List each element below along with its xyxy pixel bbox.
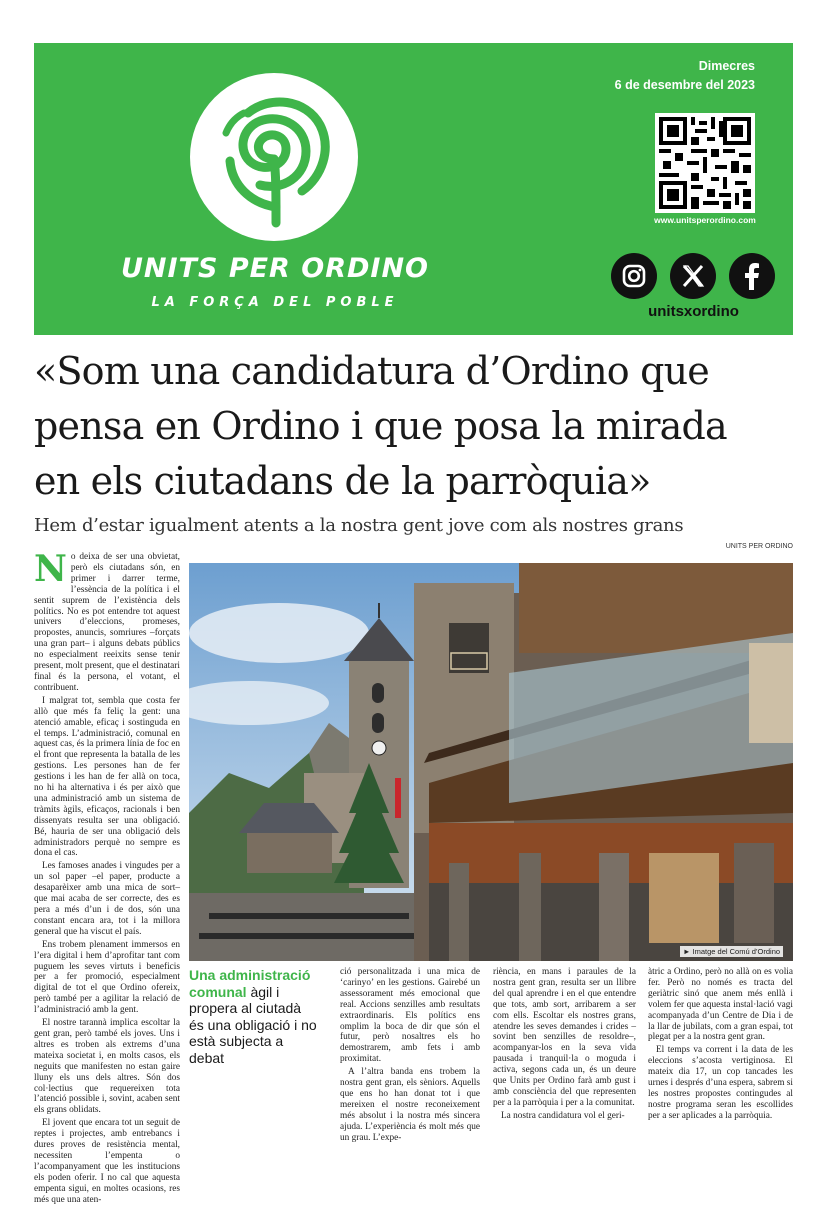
facebook-icon[interactable] [729, 253, 775, 299]
paragraph: A l’altra banda ens trobem la nostra gent gran, els sèniors. Aquells que ens ho han donat tot i que mereixen el nostre reconeixement més absolut i la nostra més sincera ajuda. L’experiència és molt més que un grau. L’expe- [340, 1067, 480, 1143]
weekday: Dimecres [698, 59, 755, 73]
pull-quote-text: àgil i propera al ciutadà és una obligació i no està subjecta a debat [189, 983, 317, 1066]
social-icons [611, 253, 776, 301]
social-handle[interactable]: unitsxordino [648, 303, 739, 320]
paragraph: ció personalitzada i una mica de ‘carinyo’ en les gestions. Gairebé un assessorament més emocional que real. Accions senzilles amb resultats extraordinaris. Els polítics ens omplim la boca de dir que són el futur, però nosaltres els ho demostrarem, amb fets i amb proximitat. [340, 967, 480, 1065]
paragraph: No deixa de ser una obvietat, però els ciutadans són, en primer i darrer terme, l’essència de la política i el sentit suprem de l’existència dels polítics. No es pot entendre tot aquest univers d’eleccions, promeses, propostes, anuncis, somriures –forçats una gran part– i alguns debats públics no especialment reeixits sense tenir present, molt present, que el destinatari final és la persona, el votant, el contribuent. [34, 548, 180, 693]
paragraph: riència, en mans i paraules de la nostra gent gran, resulta ser un llibre del qual aprendre i en el que entendre que tots, amb sort, arribarem a ser com ells. Escoltar els nostres grans, atendre les seves demandes i crides –sovint ben senzilles de resoldre–, acompanyar-los en la seva vida pausada i tranquil·la o moguda i activa, segons cada un, és un deure que Units per Ordino farà amb gust i amb consciència del que representen per a la parròquia i per a la comunitat. [493, 967, 636, 1108]
paragraph: El temps va corrent i la data de les eleccions s’acosta vertiginosa. El mateix dia 17, un cop tancades les urnes i després d’una espera, sabrem si les nostres propostes contingudes al nostre programa seran les escollides per a ser aplicades a la parròquia. [648, 1045, 793, 1121]
qr-code-icon [655, 113, 755, 213]
logo-subtitle: LA FORÇA DEL POBLE [151, 295, 399, 310]
paragraph: Les famoses anades i vingudes per a un sol paper –el paper, producte a desaparèixer amb una mica de sort– que mai acaba de ser correcte, des es pera a més d’un i de dos, són una constant encara ara, tot i la millora general que ha viscut el país. [34, 861, 180, 937]
paragraph: El nostre tarannà implica escoltar la gent gran, però també els joves. Uns i altres es troben als extrems d’una mateixa societat i, en molts casos, els neguits que manifesten no estan gaire lluny els uns dels altres. Són dos col·lectius que requereixen tota l’atenció possible i, sovint, acaben sent els grans oblidats. [34, 1018, 180, 1116]
qr-code[interactable] [655, 113, 755, 213]
paragraph: I malgrat tot, sembla que costa fer allò que més fa feliç la gent: una atenció amable, eficaç i sostinguda en el temps. L’administració, comunal en aquest cas, és la primera línia de foc en el front que representa la batalla de les gestions. Les persones han de fer gestions i les han de fer allà on toca, no hi ha alternativa i és per això que una administració amb un sistema de tràmits àgils, eficaços, racionals i ben dissenyats resulta ser una obligació. Bé, hauria de ser una obligació dels administradors perquè no sempre es dona el cas. [34, 695, 180, 859]
paragraph: àtric a Ordino, però no allà on es volia fer. Però no només es tracta del geriàtric sinó que anem més enllà i volem fer que aquesta instal·lació vagi acompanyada d’un Centre de Dia i de la llar de jubilats, com a gran espai, tot plegat per a la nostra gent gran. [648, 967, 793, 1043]
photo-caption: ► Imatge del Comú d’Ordino [680, 946, 783, 957]
headline-line-1: «Som una candidatura d’Ordino que [34, 349, 709, 393]
article-column-3 [493, 967, 636, 1124]
photo-illustration [189, 563, 793, 961]
masthead-banner [34, 43, 793, 335]
headline [34, 344, 804, 509]
ordino-town-photo [189, 563, 793, 961]
article-column-1 [34, 548, 180, 1207]
spiral-flower-icon [190, 73, 358, 241]
byline: UNITS PER ORDINO [725, 543, 793, 550]
drop-cap: N [34, 548, 67, 590]
pull-quote [189, 967, 319, 1066]
subheadline: Hem d’estar igualment atents a la nostra gent jove com als nostres grans [34, 515, 684, 536]
headline-line-2: pensa en Ordino i que posa la mirada [34, 404, 727, 448]
date-text: 6 de desembre del 2023 [614, 78, 755, 92]
x-icon[interactable] [670, 253, 716, 299]
paragraph: La nostra candidatura vol el geri- [501, 1110, 625, 1121]
website-url[interactable]: www.unitsperordino.com [654, 215, 756, 225]
logo-title: UNITS PER ORDINO [120, 253, 429, 284]
headline-line-3: en els ciutadans de la parròquia» [34, 459, 651, 503]
pull-quote-highlight: Una administració comunal [189, 967, 311, 1000]
article-column-2 [340, 967, 480, 1146]
instagram-icon[interactable] [611, 253, 657, 299]
logo-emblem [190, 73, 358, 241]
article-column-4 [648, 967, 793, 1124]
issue-date [615, 57, 755, 95]
paragraph: Ens trobem plenament immersos en l’era digital i hem d’aprofitar tant com puguem les seves virtuts i beneficis per a fer promoció, especialment digital de tot el que Ordino ofereix, però també per a agilitar la relació de l’administració amb la gent. [34, 939, 180, 1016]
paragraph: El jovent que encara tot un seguit de reptes i projectes, amb entrebancs i dures proves de resistència mental, necessiten l’empenta o l’acompanyament que les institucions els poden oferir. I no cal que aquesta empenta sigui, en moltes ocasions, res més que una aten- [34, 1118, 180, 1205]
